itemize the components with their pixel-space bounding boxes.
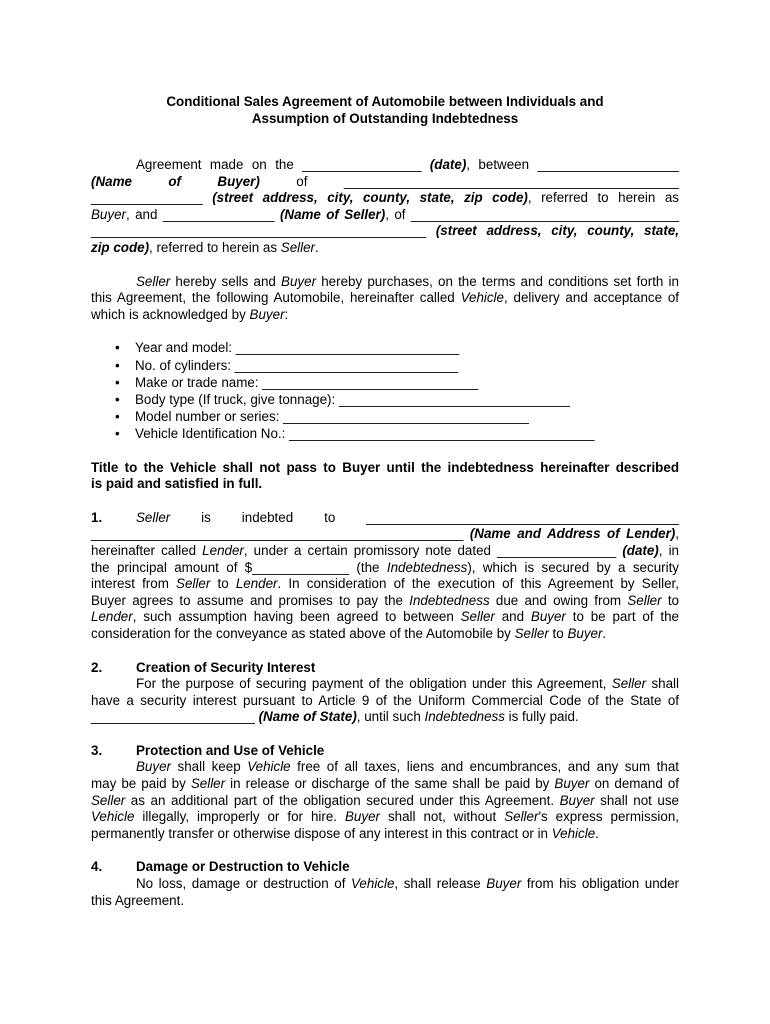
sale-line-2: this Agreement, the following Automobile, hereinafter called Vehicle, delivery and acceptance of	[91, 290, 680, 306]
section-4-line-1: No loss, damage or destruction of Vehicle, shall release Buyer from his obligation under	[136, 876, 680, 892]
section-2-line-2: have a security interest pursuant to Article 9 of the Uniform Commercial Code of the State of	[91, 692, 679, 708]
vehicle-field-make: • Make or trade name: _____________________________	[115, 374, 679, 391]
state-label: (Name of State)	[258, 709, 357, 725]
buyer-address-label: (street address, city, county, state, zip code)	[212, 190, 528, 206]
intro-line-4: Buyer, and _______________ (Name of Seller), of ____________________________________	[91, 206, 680, 222]
section-1	[91, 510, 679, 643]
intro-line-1: Agreement made on the ________________ (date), between ___________________	[136, 157, 679, 172]
section-3-heading: 3. Protection and Use of Vehicle	[91, 742, 325, 758]
section-4	[91, 859, 679, 909]
vehicle-field-vin: • Vehicle Identification No.: _________________________________________	[115, 425, 679, 442]
note-date-label: (date)	[622, 542, 659, 558]
section-1-line-2: __________________________________________________ (Name and Address of Lender),	[91, 526, 679, 542]
sale-line-1: Seller hereby sells and Buyer hereby purchases, on the terms and conditions set forth in	[136, 273, 679, 289]
section-3-line-1: Buyer shall keep Vehicle free of all taxes, liens and encumbrances, and any sum that	[136, 759, 679, 775]
section-4-heading: 4. Damage or Destruction to Vehicle	[91, 859, 350, 875]
section-1-line-3: hereinafter called Lender, under a certain promissory note dated ________________ (date), in	[91, 542, 679, 558]
lender-label: (Name and Address of Lender)	[469, 526, 676, 542]
vehicle-field-model-number: • Model number or series: _________________________________	[115, 408, 679, 425]
section-2	[91, 660, 679, 726]
vehicle-field-year-model: • Year and model: ______________________________	[115, 339, 679, 356]
section-1-line-1: 1. Seller is indebted to __________________________________________	[91, 509, 679, 525]
seller-name-label: (Name of Seller)	[279, 206, 386, 222]
section-2-line-3: ______________________ (Name of State), until such Indebtedness is fully paid.	[91, 709, 579, 725]
section-3	[91, 743, 679, 843]
section-3-line-3: Seller as an additional part of the obligation secured under this Agreement. Buyer shall not use	[91, 792, 680, 808]
intro-line-5: _____________________________________________ (street address, city, county, state,	[91, 223, 679, 239]
intro-line-3: _______________ (street address, city, county, state, zip code), referred to herein as	[91, 190, 679, 206]
date-label: (date)	[429, 157, 467, 172]
vehicle-field-body-type: • Body type (If truck, give tonnage): _______________________________	[115, 391, 679, 408]
section-1-line-5: interest from Seller to Lender. In consideration of the execution of this Agreement by Seller,	[91, 576, 679, 592]
seller-address-label: (street address, city, county, state,	[435, 223, 679, 239]
sale-paragraph	[91, 274, 679, 324]
section-1-line-7: Lender, such assumption having been agreed to between Seller and Buyer to be part of the	[91, 609, 679, 625]
buyer-name-label: (Name of Buyer)	[91, 173, 260, 189]
vehicle-details-list	[91, 339, 679, 442]
vehicle-field-cylinders: • No. of cylinders: ______________________________	[115, 357, 679, 374]
section-3-line-5: permanently transfer or otherwise dispose of any interest in this contract or in Vehicle.	[91, 825, 599, 841]
section-4-line-2: this Agreement.	[91, 892, 185, 908]
intro-paragraph	[91, 157, 679, 257]
title-clause-line-1: Title to the Vehicle shall not pass to Buyer until the indebtedness hereinafter described	[91, 459, 679, 475]
document-title	[0, 93, 770, 127]
title-clause-line-2: is paid and satisfied in full.	[91, 476, 263, 492]
intro-line-6: zip code), referred to herein as Seller.	[91, 239, 319, 255]
section-2-heading: 2. Creation of Security Interest	[91, 659, 316, 675]
sale-line-3: which is acknowledged by Buyer:	[91, 306, 289, 322]
title-clause	[91, 460, 679, 493]
section-1-line-4: the principal amount of $_____________ (the Indebtedness), which is secured by a security	[91, 559, 679, 575]
section-2-line-1: For the purpose of securing payment of the obligation under this Agreement, Seller shall	[136, 676, 679, 692]
title-line-1: Conditional Sales Agreement of Automobile between Individuals and	[166, 94, 604, 109]
section-1-line-6: Buyer agrees to assume and promises to pay the Indebtedness due and owing from Seller to	[91, 592, 680, 608]
document-body	[91, 157, 679, 909]
section-3-line-2: may be paid by Seller in release or discharge of the same shall be paid by Buyer on demand of	[91, 776, 679, 792]
section-1-number: 1.	[91, 509, 103, 525]
section-3-line-4: Vehicle illegally, improperly or for hire. Buyer shall not, without Seller's express permission,	[91, 809, 679, 825]
section-1-line-8: consideration for the conveyance as stated above of the Automobile by Seller to Buyer.	[91, 625, 607, 641]
title-line-2: Assumption of Outstanding Indebtedness	[251, 111, 519, 126]
intro-line-2: (Name of Buyer) of _____________________________________________	[91, 173, 679, 189]
